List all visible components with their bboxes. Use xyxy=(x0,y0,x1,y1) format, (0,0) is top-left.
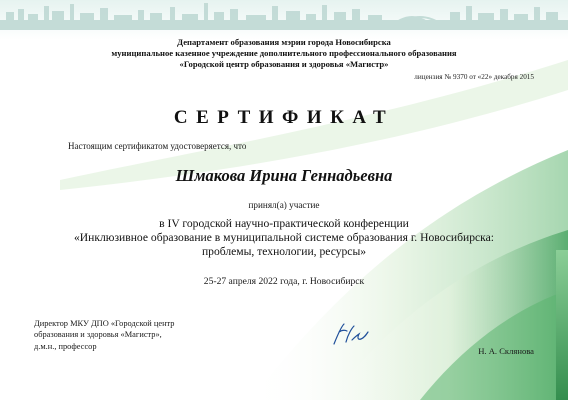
event-line: «Инклюзивное образование в муниципальной системе образования г. Новосибирска: xyxy=(74,231,494,244)
department-name: Департамент образования мэрии города Новосибирска xyxy=(177,37,391,47)
event-line: в IV городской научно-практической конференции xyxy=(159,217,409,230)
signer-title xyxy=(34,318,175,352)
signer-title-line: образования и здоровья «Магистр», xyxy=(34,330,162,340)
signer-title-line: д.м.н., профессор xyxy=(34,341,97,351)
license-number: лицензия № 9370 от «22» декабря 2015 xyxy=(414,73,534,81)
event-date-place: 25-27 апреля 2022 года, г. Новосибирск xyxy=(203,276,365,287)
event-line: проблемы, технологии, ресурсы» xyxy=(201,245,367,258)
signer-title-line: Директор МКУ ДПО «Городской центр xyxy=(34,319,175,328)
certificate-title: СЕРТИФИКАТ xyxy=(173,107,395,128)
intro-text: Настоящим сертификатом удостоверяется, что xyxy=(68,141,247,151)
institution-type: муниципальное казенное учреждение дополнительного профессионального образования xyxy=(111,48,457,58)
handwritten-signature xyxy=(330,320,372,348)
institution-name: «Городской центр образования и здоровья «Магистр» xyxy=(179,59,389,69)
recipient-name: Шмакова Ирина Геннадьевна xyxy=(175,166,393,185)
signer-name: Н. А. Склянова xyxy=(478,346,534,356)
participation-text: принял(а) участие xyxy=(248,200,320,210)
